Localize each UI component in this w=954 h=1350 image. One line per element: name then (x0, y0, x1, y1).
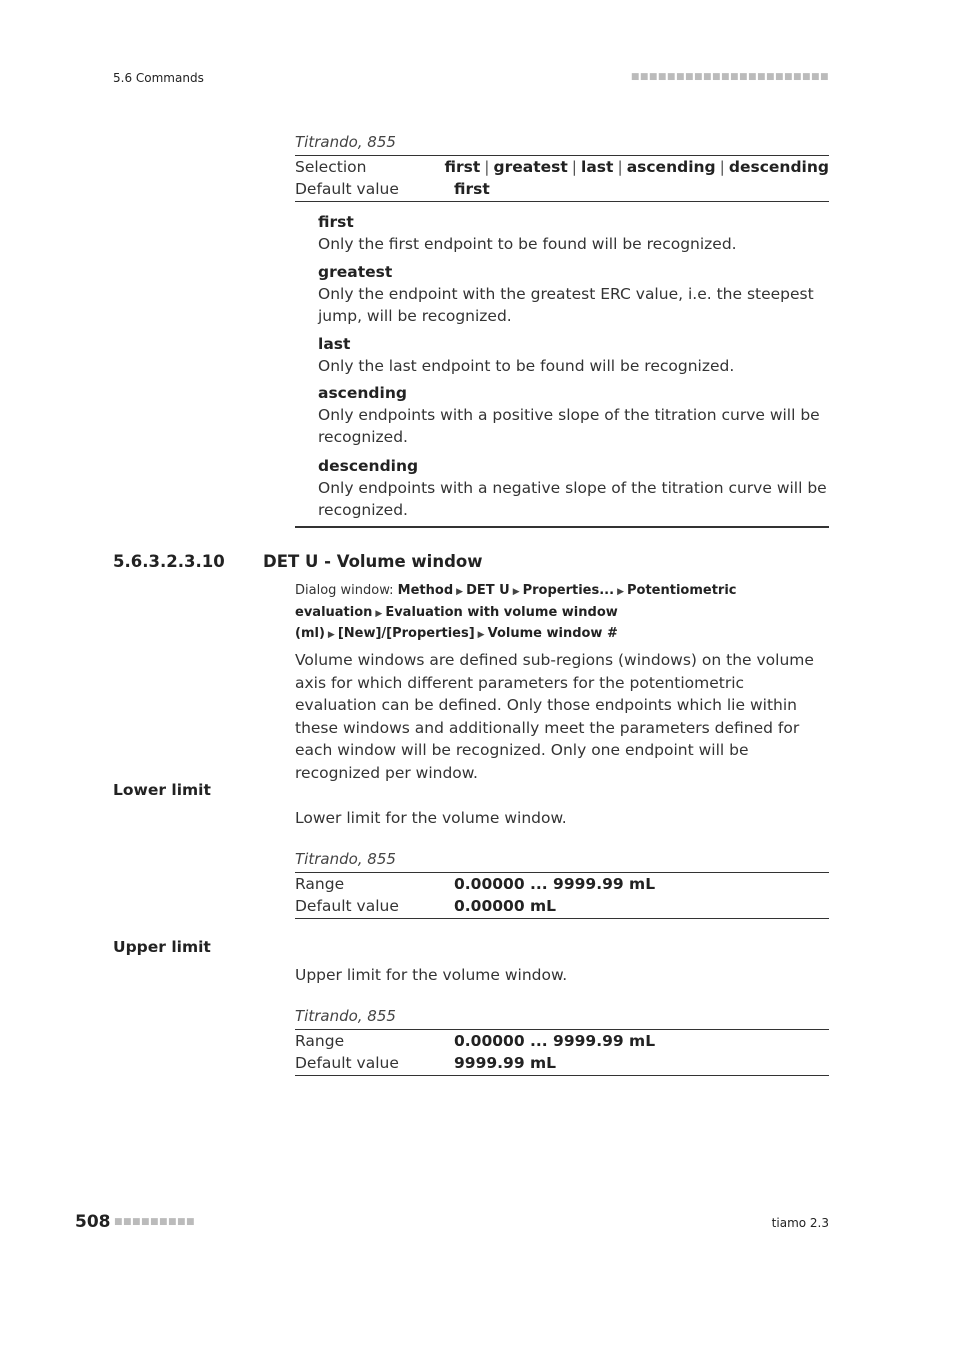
selection-values (445, 156, 830, 178)
upper-limit-description: Upper limit for the volume window. (295, 966, 568, 984)
default-label: Default value (295, 180, 399, 198)
selection-value: greatest (493, 158, 568, 176)
table-row (295, 1030, 829, 1052)
table-caption: Titrando, 855 (295, 850, 396, 868)
range-value: 0.00000 ... 9999.99 mL (454, 875, 656, 893)
table-row (295, 1052, 829, 1074)
footer-dots: ■■■■■■■■■ (114, 1217, 196, 1227)
table-row (295, 873, 829, 895)
dialog-path-item: DET U (466, 583, 510, 598)
upper-limit-table (295, 1029, 829, 1076)
default-label: Default value (295, 1054, 399, 1072)
section-paragraph: Volume windows are defined sub-regions (windows) on the volume axis for which different parameters for the potentiometric evaluation can be defined. Only those endpoints which lie within these windows and additionally meet the parameters defined for each window will be recognized. Only one endpoint will be recognized per window. (295, 651, 814, 782)
selection-separator: | (617, 158, 623, 176)
option-description: Only the last endpoint to be found will be recognized. (318, 357, 735, 375)
lower-limit-description: Lower limit for the volume window. (295, 809, 567, 827)
option-name: ascending (318, 384, 407, 402)
selection-separator: | (484, 158, 490, 176)
running-header-section: 5.6 Commands (113, 71, 204, 85)
triangle-right-icon: ▶ (512, 587, 520, 597)
selection-value: ascending (626, 158, 716, 176)
dialog-path-item: Evaluation with volume window (ml) (295, 604, 618, 641)
dialog-path-item: Volume window # (487, 626, 618, 641)
triangle-right-icon: ▶ (456, 587, 464, 597)
table-row (295, 156, 829, 178)
option-ascending (318, 382, 828, 448)
option-name: first (318, 213, 354, 231)
range-label: Range (295, 875, 345, 893)
selection-value: last (581, 158, 614, 176)
table-caption: Titrando, 855 (295, 1007, 396, 1025)
dialog-path-item: Properties... (522, 583, 615, 598)
option-last (318, 333, 828, 377)
option-name: descending (318, 457, 419, 475)
page-number: 508 (75, 1212, 111, 1232)
dialog-path-item: Method (397, 583, 454, 598)
dialog-path-item: Potentiometric evaluation (295, 583, 737, 620)
option-description: Only endpoints with a positive slope of the titration curve will be recognized. (318, 406, 820, 446)
section-divider (295, 526, 829, 528)
option-first (318, 211, 828, 255)
option-description: Only endpoints with a negative slope of the titration curve will be recognized. (318, 479, 827, 519)
selection-value: first (444, 158, 481, 176)
selection-label: Selection (295, 158, 367, 176)
triangle-right-icon: ▶ (375, 608, 383, 619)
option-name: greatest (318, 263, 393, 281)
option-greatest (318, 261, 828, 327)
lower-limit-table (295, 872, 829, 919)
triangle-right-icon: ▶ (327, 630, 335, 640)
default-value: first (454, 180, 490, 198)
default-value: 9999.99 mL (454, 1054, 557, 1072)
selection-separator: | (719, 158, 725, 176)
table-caption: Titrando, 855 (295, 133, 396, 151)
dialog-path (295, 581, 829, 646)
table-row (295, 178, 829, 200)
default-value: 0.00000 mL (454, 897, 557, 915)
option-descending (318, 455, 828, 521)
table-row (295, 895, 829, 917)
selection-value: descending (728, 158, 829, 176)
triangle-right-icon: ▶ (617, 587, 624, 597)
range-value: 0.00000 ... 9999.99 mL (454, 1032, 656, 1050)
selection-separator: | (571, 158, 578, 176)
range-label: Range (295, 1032, 345, 1050)
option-name: last (318, 335, 351, 353)
selection-table (295, 155, 829, 202)
triangle-right-icon: ▶ (477, 630, 485, 640)
default-label: Default value (295, 897, 399, 915)
dialog-path-item: [New]/[Properties] (337, 626, 475, 641)
upper-limit-heading: Upper limit (113, 938, 211, 956)
running-header-dots: ■■■■■■■■■■■■■■■■■■■■■■ (630, 72, 829, 82)
product-name: tiamo 2.3 (771, 1216, 829, 1230)
section-number: 5.6.3.2.3.10 (113, 552, 225, 571)
section-title: DET U - Volume window (263, 552, 483, 571)
option-description: Only the endpoint with the greatest ERC value, i.e. the steepest jump, will be recognized. (318, 285, 814, 325)
lower-limit-heading: Lower limit (113, 781, 211, 799)
option-description: Only the first endpoint to be found will be recognized. (318, 235, 737, 253)
dialog-prefix: Dialog window: (295, 583, 394, 598)
